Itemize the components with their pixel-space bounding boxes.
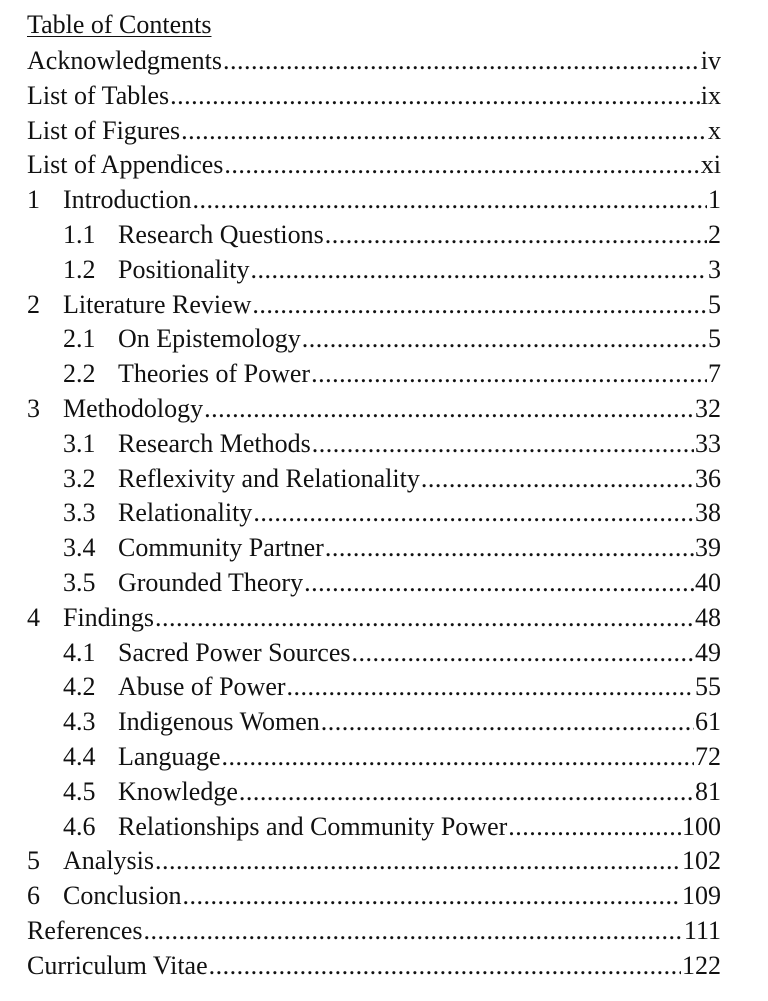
toc-entry-page-number: 38 [695, 498, 721, 528]
toc-entry-number: 4 [27, 602, 40, 632]
dot-leader [222, 740, 694, 775]
toc-entry-page-number: 1 [708, 185, 721, 215]
dot-leader [508, 810, 681, 845]
toc-entry-label: Methodology [63, 393, 204, 423]
toc-entry [0, 670, 768, 705]
dot-leader [312, 427, 694, 462]
toc-entry [0, 148, 768, 183]
toc-entry-page-number: 7 [708, 359, 721, 389]
toc-entry-number: 2 [27, 289, 40, 319]
toc-list [0, 44, 768, 984]
toc-entry-label: Introduction [63, 185, 192, 215]
dot-leader [311, 357, 707, 392]
toc-entry [0, 949, 768, 984]
toc-entry-label: Sacred Power Sources [118, 637, 351, 667]
toc-entry-number: 2.1 [63, 324, 96, 354]
toc-entry-number: 1.2 [63, 254, 96, 284]
dot-leader [204, 392, 694, 427]
toc-entry-label: Curriculum Vitae [27, 950, 208, 980]
toc-entry [0, 566, 768, 601]
dot-leader [253, 496, 694, 531]
toc-entry-label: Reflexivity and Relationality [118, 463, 420, 493]
dot-leader [352, 636, 695, 671]
toc-entry [0, 531, 768, 566]
toc-entry [0, 357, 768, 392]
toc-entry-page-number: 5 [708, 289, 721, 319]
dot-leader [325, 531, 694, 566]
toc-entry-label: On Epistemology [118, 324, 301, 354]
toc-entry-label: Literature Review [63, 289, 252, 319]
toc-entry-label: Indigenous Women [118, 707, 320, 737]
toc-entry [0, 496, 768, 531]
toc-entry [0, 253, 768, 288]
toc-entry-number: 3.5 [63, 567, 96, 597]
toc-entry-label: Findings [63, 602, 155, 632]
toc-entry-number: 6 [27, 881, 40, 911]
toc-entry-page-number: iv [700, 46, 721, 75]
toc-entry-page-number: 33 [695, 428, 721, 458]
toc-entry [0, 288, 768, 323]
toc-entry-label: Research Methods [118, 428, 311, 458]
toc-entry [0, 183, 768, 218]
toc-entry [0, 462, 768, 497]
toc-entry-number: 4.1 [63, 637, 96, 667]
toc-title: Table of Contents [27, 10, 212, 39]
toc-entry-page-number: 5 [708, 324, 721, 354]
dot-leader [182, 879, 681, 914]
dot-leader [155, 844, 681, 879]
dot-leader [302, 322, 707, 357]
toc-entry-label: Knowledge [118, 776, 238, 806]
toc-entry-page-number: 109 [682, 881, 721, 911]
toc-entry-page-number: 55 [695, 672, 721, 702]
toc-entry-page-number: 49 [695, 637, 721, 667]
toc-entry-page-number: xi [700, 150, 721, 180]
dot-leader [223, 44, 700, 79]
toc-entry-number: 4.3 [63, 707, 96, 737]
toc-entry-number: 3.3 [63, 498, 96, 528]
dot-leader [193, 183, 707, 218]
toc-entry-label: Relationships and Community Power [118, 811, 508, 841]
toc-entry [0, 79, 768, 114]
toc-entry-label: Community Partner [118, 533, 324, 563]
dot-leader [325, 218, 707, 253]
toc-entry [0, 844, 768, 879]
toc-entry-number: 2.2 [63, 359, 96, 389]
toc-entry-label: Grounded Theory [118, 567, 304, 597]
dot-leader [155, 601, 694, 636]
toc-entry [0, 44, 768, 79]
toc-entry-number: 4.5 [63, 776, 96, 806]
toc-entry-label: Positionality [118, 254, 250, 284]
toc-entry [0, 914, 768, 949]
toc-entry [0, 322, 768, 357]
toc-entry-label: References [27, 915, 143, 945]
toc-entry-page-number: 72 [695, 741, 721, 771]
toc-entry-page-number: 81 [695, 776, 721, 806]
toc-entry-label: Abuse of Power [118, 672, 286, 702]
toc-entry-page-number: 36 [695, 463, 721, 493]
dot-leader [304, 566, 694, 601]
dot-leader [250, 253, 707, 288]
toc-entry-number: 3.2 [63, 463, 96, 493]
toc-entry [0, 114, 768, 149]
toc-entry-page-number: 122 [682, 950, 721, 980]
toc-entry-number: 4.6 [63, 811, 96, 841]
toc-entry-number: 5 [27, 846, 40, 876]
dot-leader [143, 914, 682, 949]
dot-leader [170, 79, 700, 114]
dot-leader [239, 775, 694, 810]
toc-entry [0, 705, 768, 740]
toc-entry-page-number: ix [700, 80, 721, 110]
toc-entry-page-number: 100 [682, 811, 721, 841]
dot-leader [287, 670, 694, 705]
toc-entry-page-number: 3 [708, 254, 721, 284]
dot-leader [181, 114, 707, 149]
toc-entry-number: 1.1 [63, 219, 96, 249]
toc-entry-page-number: 32 [695, 393, 721, 423]
toc-entry-number: 4.2 [63, 672, 96, 702]
toc-entry-page-number: 40 [695, 567, 721, 597]
toc-entry [0, 636, 768, 671]
toc-entry-page-number: 111 [683, 915, 721, 945]
toc-entry [0, 775, 768, 810]
toc-entry-page-number: 2 [708, 219, 721, 249]
toc-entry-number: 1 [27, 185, 40, 215]
toc-entry-page-number: 48 [695, 602, 721, 632]
dot-leader [421, 462, 694, 497]
toc-entry-label: Theories of Power [118, 359, 311, 389]
dot-leader [321, 705, 694, 740]
toc-entry-page-number: 102 [682, 846, 721, 876]
toc-entry [0, 601, 768, 636]
toc-entry-page-number: 61 [695, 707, 721, 737]
toc-entry [0, 427, 768, 462]
toc-entry-label: Research Questions [118, 219, 324, 249]
toc-entry-label: Language [118, 741, 221, 771]
toc-entry-page-number: 39 [695, 533, 721, 563]
toc-entry-label: List of Figures [27, 115, 181, 145]
toc-entry-label: Relationality [118, 498, 253, 528]
toc-entry [0, 392, 768, 427]
toc-entry [0, 740, 768, 775]
toc-entry-number: 3 [27, 393, 40, 423]
toc-entry-number: 4.4 [63, 741, 96, 771]
toc-entry-label: Analysis [63, 846, 154, 876]
toc-entry-label: List of Appendices [27, 150, 224, 180]
toc-entry-number: 3.4 [63, 533, 96, 563]
toc-entry-number: 3.1 [63, 428, 96, 458]
toc-entry [0, 218, 768, 253]
toc-entry-label: Acknowledgments [27, 46, 222, 75]
dot-leader [224, 148, 699, 183]
toc-entry [0, 810, 768, 845]
toc-entry-label: List of Tables [27, 80, 170, 110]
toc-entry [0, 879, 768, 914]
toc-entry-label: Conclusion [63, 881, 182, 911]
dot-leader [209, 949, 681, 984]
dot-leader [252, 288, 707, 323]
toc-entry-page-number: x [708, 115, 721, 145]
